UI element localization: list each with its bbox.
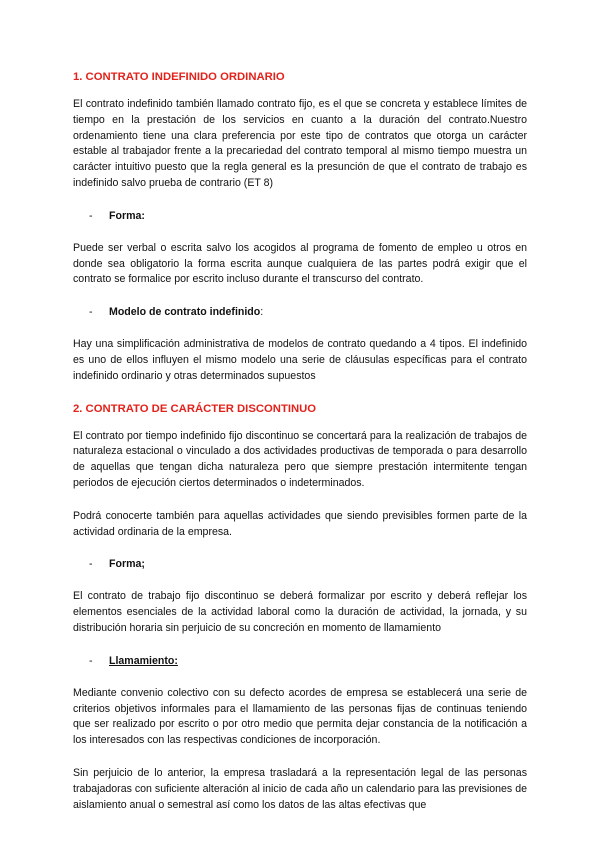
bullet-label: Forma: — [109, 209, 145, 222]
bullet-dash: - — [89, 558, 93, 571]
section-2-forma-text: El contrato de trabajo fijo discontinuo se deberá formalizar por escrito y deberá reflejar los elementos esenciales de la actividad laboral como la duración de actividad, la jornada, y su distribución horaria sin perjuicio de su concreción en momento de llamamiento — [73, 590, 527, 634]
section-1-bullet-forma — [89, 209, 527, 224]
section-2-bullet-llamamiento — [89, 654, 527, 669]
section-2-llamamiento-text: Mediante convenio colectivo con su defecto acordes de empresa se establecerá una serie de criterios objetivos informales para el llamamiento de las personas fijas de continuas teniendo que ser realizado por escrito o por otro medio que permita dejar constancia de la notificación a los interesados con las respectivas condiciones de incorporación. — [73, 686, 527, 747]
section-1-forma-text: Puede ser verbal o escrita salvo los acogidos al programa de fomento de empleo u otros en donde sea obligatorio la forma escrita aunque cualquiera de las partes podrá exigir que el contrato se formalice por escrito incluso durante el transcurso del contrato. — [73, 241, 527, 286]
bullet-label: Llamamiento: — [109, 654, 178, 667]
section-1-modelo-text: Hay una simplificación administrativa de modelos de contrato quedando a 4 tipos. El indefinido es uno de ellos influyen el mismo modelo una serie de cláusulas específicas para el contrato indefinido ordinario y otras determinados supuestos — [73, 338, 527, 382]
bullet-dash: - — [89, 306, 93, 319]
section-1-intro: El contrato indefinido también llamado contrato fijo, es el que se concreta y establece límites de tiempo en la prestación de los servicios en cuanto a la duración del contrato.Nuestro ordenamiento tiene una clara preferencia por este tipo de contratos que otorga un carácter estable al trabajador frente a la precariedad del contrato temporal al mismo tiempo muestra un carácter intuitivo puesto que la regla general es la presunción de que el contrato de trabajo es indefinido salvo prueba de contrario (ET 8) — [73, 98, 527, 189]
bullet-suffix: : — [260, 306, 264, 319]
section-2-para-2: Podrá conocerte también para aquellas actividades que siendo previsibles formen parte de la actividad ordinaria de la empresa. — [73, 509, 527, 538]
section-2-para-1: El contrato por tiempo indefinido fijo discontinuo se concertará para la realización de trabajos de naturaleza estacional o vinculado a dos actividades productivas de temporada o para desarrollo de aquellas que tengan dicha naturaleza pero que siempre prestación intermitente tengan periodos de ejecución ciertos determinados o indeterminados. — [73, 429, 527, 489]
bullet-label: Modelo de contrato indefinido — [109, 306, 261, 319]
bullet-label: Forma; — [109, 558, 145, 571]
section-2-bullet-forma — [89, 557, 527, 572]
bullet-dash: - — [89, 654, 93, 667]
bullet-dash: - — [89, 209, 93, 222]
section-1-bullet-modelo — [89, 305, 527, 320]
section-2-heading: 2. CONTRATO DE CARÁCTER DISCONTINUO — [73, 402, 317, 415]
section-1-heading: 1. CONTRATO INDEFINIDO ORDINARIO — [73, 71, 285, 83]
document-content — [73, 70, 527, 830]
section-2-para-5: Sin perjuicio de lo anterior, la empresa trasladará a la representación legal de las personas trabajadoras con suficiente alteración al inicio de cada año un calendario para las previsiones de aislamiento anual o semestral así como los datos de las altas efectivas que — [73, 766, 527, 811]
